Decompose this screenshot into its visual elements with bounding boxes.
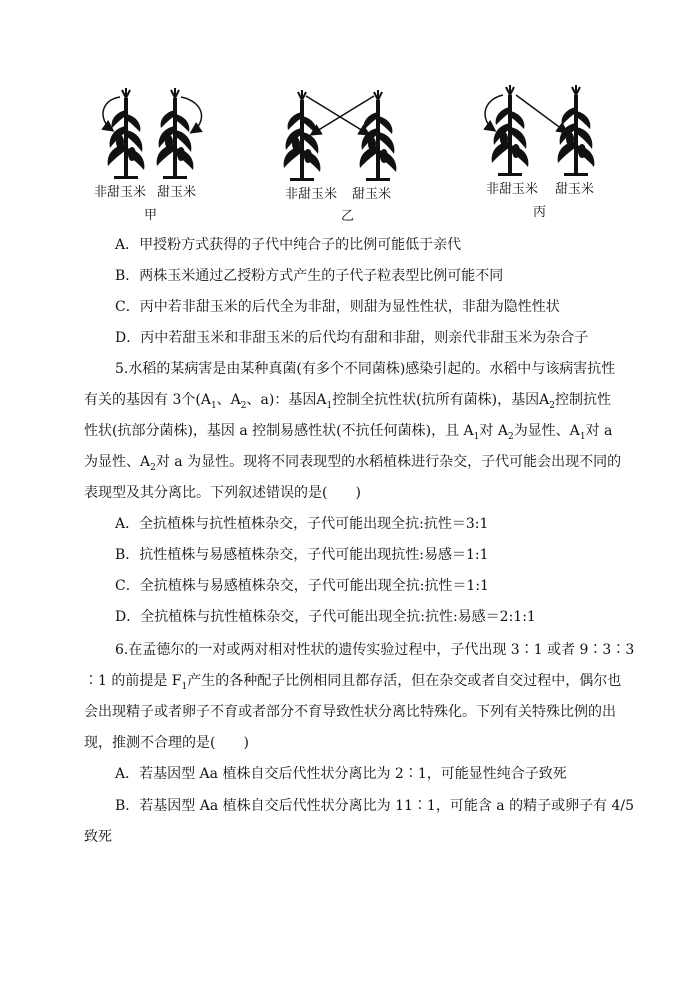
q5-option-d: D．全抗植株与抗性植株杂交，子代可能出现全抗:抗性:易感＝2:1:1 bbox=[115, 609, 536, 625]
q4-option-c: C．丙中若非甜玉米的后代全为非甜，则甜为显性性状，非甜为隐性性状 bbox=[115, 299, 560, 315]
plant-sweet-yi bbox=[360, 90, 397, 181]
q5-stem-line-2: 有关的基因有 3个($A_1$、$A_2$、a)：基因$A_1$控制全抗性状(抗所有菌株)，基因$A_2$控制抗性 bbox=[84, 392, 611, 411]
q6-option-b-line-2: 致死 bbox=[84, 829, 112, 845]
panel-label-yi: 乙 bbox=[341, 209, 355, 224]
q4-option-d: D．丙中若甜玉米和非甜玉米的后代均有甜和非甜，则亲代非甜玉米为杂合子 bbox=[115, 330, 589, 346]
q5-option-a: A．全抗植株与抗性植株杂交，子代可能出现全抗:抗性＝3:1 bbox=[115, 516, 489, 532]
q5-option-c: C．全抗植株与易感植株杂交，子代可能出现全抗:抗性＝1:1 bbox=[115, 578, 489, 594]
q4-option-a: A．甲授粉方式获得的子代中纯合子的比例可能低于亲代 bbox=[115, 237, 462, 253]
panel-label-jia: 甲 bbox=[144, 208, 158, 223]
q6-option-a: A．若基因型 Aa 植株自交后代性状分离比为 2∶1，可能显性纯合子致死 bbox=[115, 766, 567, 782]
q5-stem-line-4: 为显性、$A_2$对 a 为显性。现将不同表现型的水稻植株进行杂交，子代可能会出现不同的 bbox=[84, 454, 622, 473]
q5-stem-line-1: 5.水稻的某病害是由某种真菌(有多个不同菌株)感染引起的。水稻中与该病害抗性 bbox=[115, 361, 616, 377]
plant-non-sweet-yi bbox=[284, 90, 321, 181]
label-sweet-bing: 甜玉米 bbox=[555, 182, 595, 197]
q5-stem-line-3: 性状(抗部分菌株)，基因 a 控制易感性状(不抗任何菌株)，且 $A_1$对 $A_2$为显性、$A_1$对 a bbox=[84, 423, 613, 442]
q6-stem-line-1: 6.在孟德尔的一对或两对相对性状的遗传实验过程中，子代出现 3∶1 或者 9∶3∶3 bbox=[115, 642, 635, 658]
q5-option-b: B．抗性植株与易感植株杂交，子代可能出现抗性:易感＝1:1 bbox=[115, 547, 489, 563]
label-non-sweet-jia: 非甜玉米 bbox=[94, 185, 147, 200]
q4-option-b: B．两株玉米通过乙授粉方式产生的子代子粒表型比例可能不同 bbox=[115, 268, 504, 284]
q6-stem-line-3: 会出现精子或者卵子不育或者部分不育导致性状分离比特殊化。下列有关特殊比例的出 bbox=[84, 704, 616, 720]
label-non-sweet-bing: 非甜玉米 bbox=[486, 182, 539, 197]
panel-label-bing: 丙 bbox=[533, 205, 547, 220]
q5-stem-line-5: 表现型及其分离比。下列叙述错误的是( ) bbox=[84, 485, 361, 501]
q6-option-b-line-1: B．若基因型 Aa 植株自交后代性状分离比为 11∶1，可能含 a 的精子或卵子有 4/5 bbox=[115, 798, 635, 814]
label-non-sweet-yi: 非甜玉米 bbox=[285, 187, 338, 202]
label-sweet-yi: 甜玉米 bbox=[352, 187, 392, 202]
panel-jia bbox=[103, 88, 202, 179]
plant-sweet-jia bbox=[157, 88, 194, 179]
q6-stem-line-4: 现，推测不合理的是( ) bbox=[84, 735, 249, 751]
panel-yi bbox=[284, 90, 397, 181]
label-sweet-jia: 甜玉米 bbox=[157, 185, 197, 200]
panel-bing bbox=[485, 85, 594, 176]
self-pollination-arrow bbox=[103, 97, 120, 130]
plant-non-sweet-jia bbox=[108, 88, 145, 179]
plant-non-sweet-bing bbox=[492, 85, 529, 176]
q6-stem-line-2: ∶1 的前提是 $F_1$产生的各种配子比例相同且都存活，但在杂交或者自交过程中，偶尔也 bbox=[84, 673, 622, 692]
